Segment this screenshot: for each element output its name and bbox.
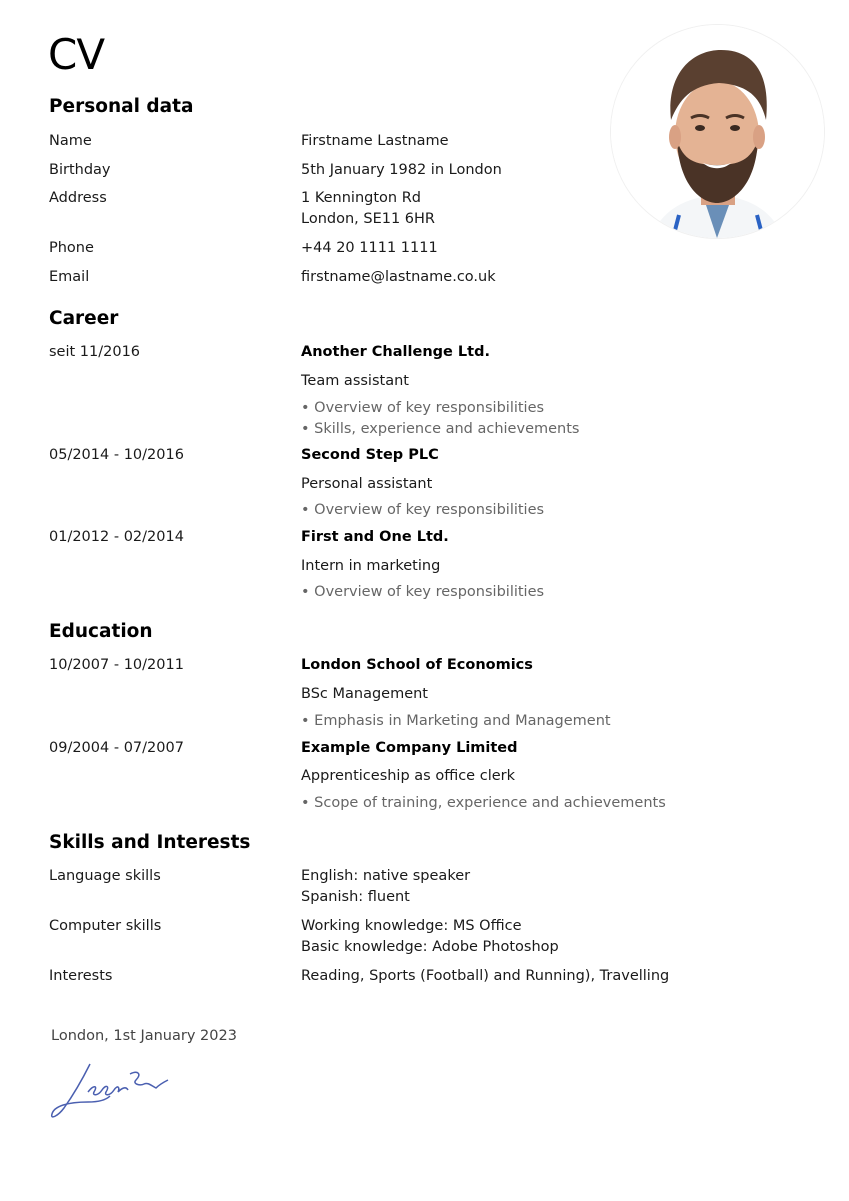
value-language-2: Spanish: fluent — [301, 889, 410, 905]
value-phone: +44 20 1111 1111 — [301, 240, 438, 256]
value-name: Firstname Lastname — [301, 133, 449, 149]
label-phone: Phone — [49, 240, 94, 256]
section-heading-education: Education — [49, 621, 153, 642]
section-heading-career: Career — [49, 308, 119, 329]
value-computer-1: Working knowledge: MS Office — [301, 918, 522, 934]
education-org: London School of Economics — [301, 657, 533, 673]
education-bullet: • Scope of training, experience and achievements — [301, 795, 666, 811]
career-org: First and One Ltd. — [301, 529, 449, 545]
education-role: BSc Management — [301, 686, 428, 702]
cv-title: CV — [48, 30, 105, 79]
career-date: 05/2014 - 10/2016 — [49, 447, 184, 463]
education-role: Apprenticeship as office clerk — [301, 768, 515, 784]
value-address-line1: 1 Kennington Rd — [301, 190, 421, 206]
value-email: firstname@lastname.co.uk — [301, 269, 496, 285]
education-org: Example Company Limited — [301, 740, 518, 756]
label-birthday: Birthday — [49, 162, 111, 178]
education-date: 09/2004 - 07/2007 — [49, 740, 184, 756]
value-address-line2: London, SE11 6HR — [301, 211, 435, 227]
label-interests: Interests — [49, 968, 113, 984]
portrait-icon — [611, 25, 824, 238]
label-email: Email — [49, 269, 90, 285]
career-date: seit 11/2016 — [49, 344, 141, 360]
label-language-skills: Language skills — [49, 868, 161, 884]
career-role: Intern in marketing — [301, 558, 441, 574]
value-language-1: English: native speaker — [301, 868, 471, 884]
career-bullet: • Overview of key responsibilities — [301, 400, 545, 416]
place-and-date: London, 1st January 2023 — [51, 1028, 237, 1044]
career-bullet: • Skills, experience and achievements — [301, 421, 580, 437]
value-birthday: 5th January 1982 in London — [301, 162, 502, 178]
label-computer-skills: Computer skills — [49, 918, 162, 934]
career-org: Second Step PLC — [301, 447, 439, 463]
career-bullet: • Overview of key responsibilities — [301, 502, 545, 518]
education-date: 10/2007 - 10/2011 — [49, 657, 184, 673]
career-date: 01/2012 - 02/2014 — [49, 529, 184, 545]
profile-photo — [610, 24, 825, 239]
value-interests: Reading, Sports (Football) and Running), Travelling — [301, 968, 670, 984]
section-heading-personal: Personal data — [49, 96, 194, 117]
section-heading-skills: Skills and Interests — [49, 832, 251, 853]
career-role: Team assistant — [301, 373, 409, 389]
career-role: Personal assistant — [301, 476, 433, 492]
career-org: Another Challenge Ltd. — [301, 344, 490, 360]
signature-icon — [48, 1058, 178, 1127]
career-bullet: • Overview of key responsibilities — [301, 584, 545, 600]
label-address: Address — [49, 190, 107, 206]
label-name: Name — [49, 133, 92, 149]
value-computer-2: Basic knowledge: Adobe Photoshop — [301, 939, 559, 955]
education-bullet: • Emphasis in Marketing and Management — [301, 713, 611, 729]
